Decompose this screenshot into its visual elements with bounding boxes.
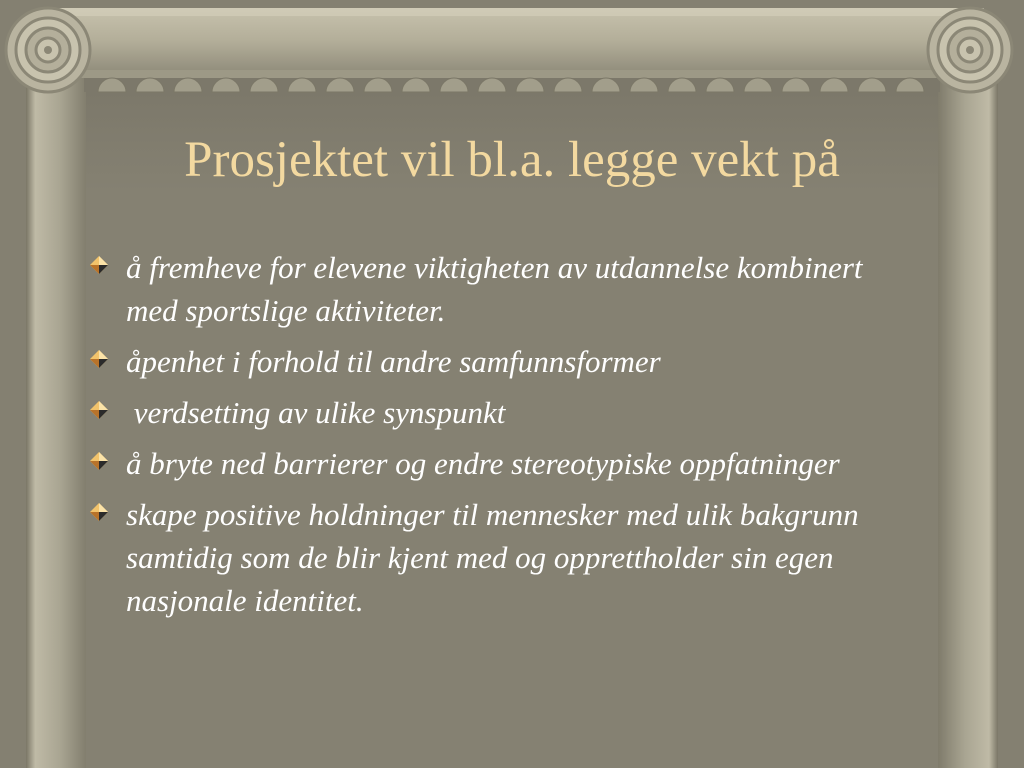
left-column (26, 60, 88, 768)
diamond-bullet-icon (90, 340, 126, 373)
bead-molding (84, 78, 940, 92)
list-item (90, 340, 920, 383)
diamond-bullet-icon (90, 493, 126, 526)
bullet-text: åpenhet i forhold til andre samfunnsformer (126, 344, 661, 379)
slide-title: Prosjektet vil bl.a. legge vekt på (184, 132, 840, 188)
bullet-text: skape positive holdninger til mennesker med ulik bakgrunn samtidig som de blir kjent med og opprettholder sin egen nasjonale identitet. (126, 497, 859, 618)
volute-scroll-icon (6, 8, 90, 92)
diamond-bullet-icon (90, 246, 126, 279)
volute-scroll-icon (928, 8, 1012, 92)
diamond-bullet-icon (90, 442, 126, 475)
bullet-text: verdsetting av ulike synspunkt (126, 395, 506, 430)
list-item (90, 391, 920, 434)
list-item (90, 493, 920, 622)
right-column (938, 60, 998, 768)
bullet-list (90, 246, 920, 630)
list-item (90, 442, 920, 485)
diamond-bullet-icon (90, 391, 126, 424)
bullet-text: å bryte ned barrierer og endre stereotypiske oppfatninger (126, 446, 840, 481)
list-item (90, 246, 920, 332)
bullet-text: å fremheve for elevene viktigheten av utdannelse kombinert med sportslige aktiviteter. (126, 250, 863, 328)
capital-beam (40, 8, 984, 74)
